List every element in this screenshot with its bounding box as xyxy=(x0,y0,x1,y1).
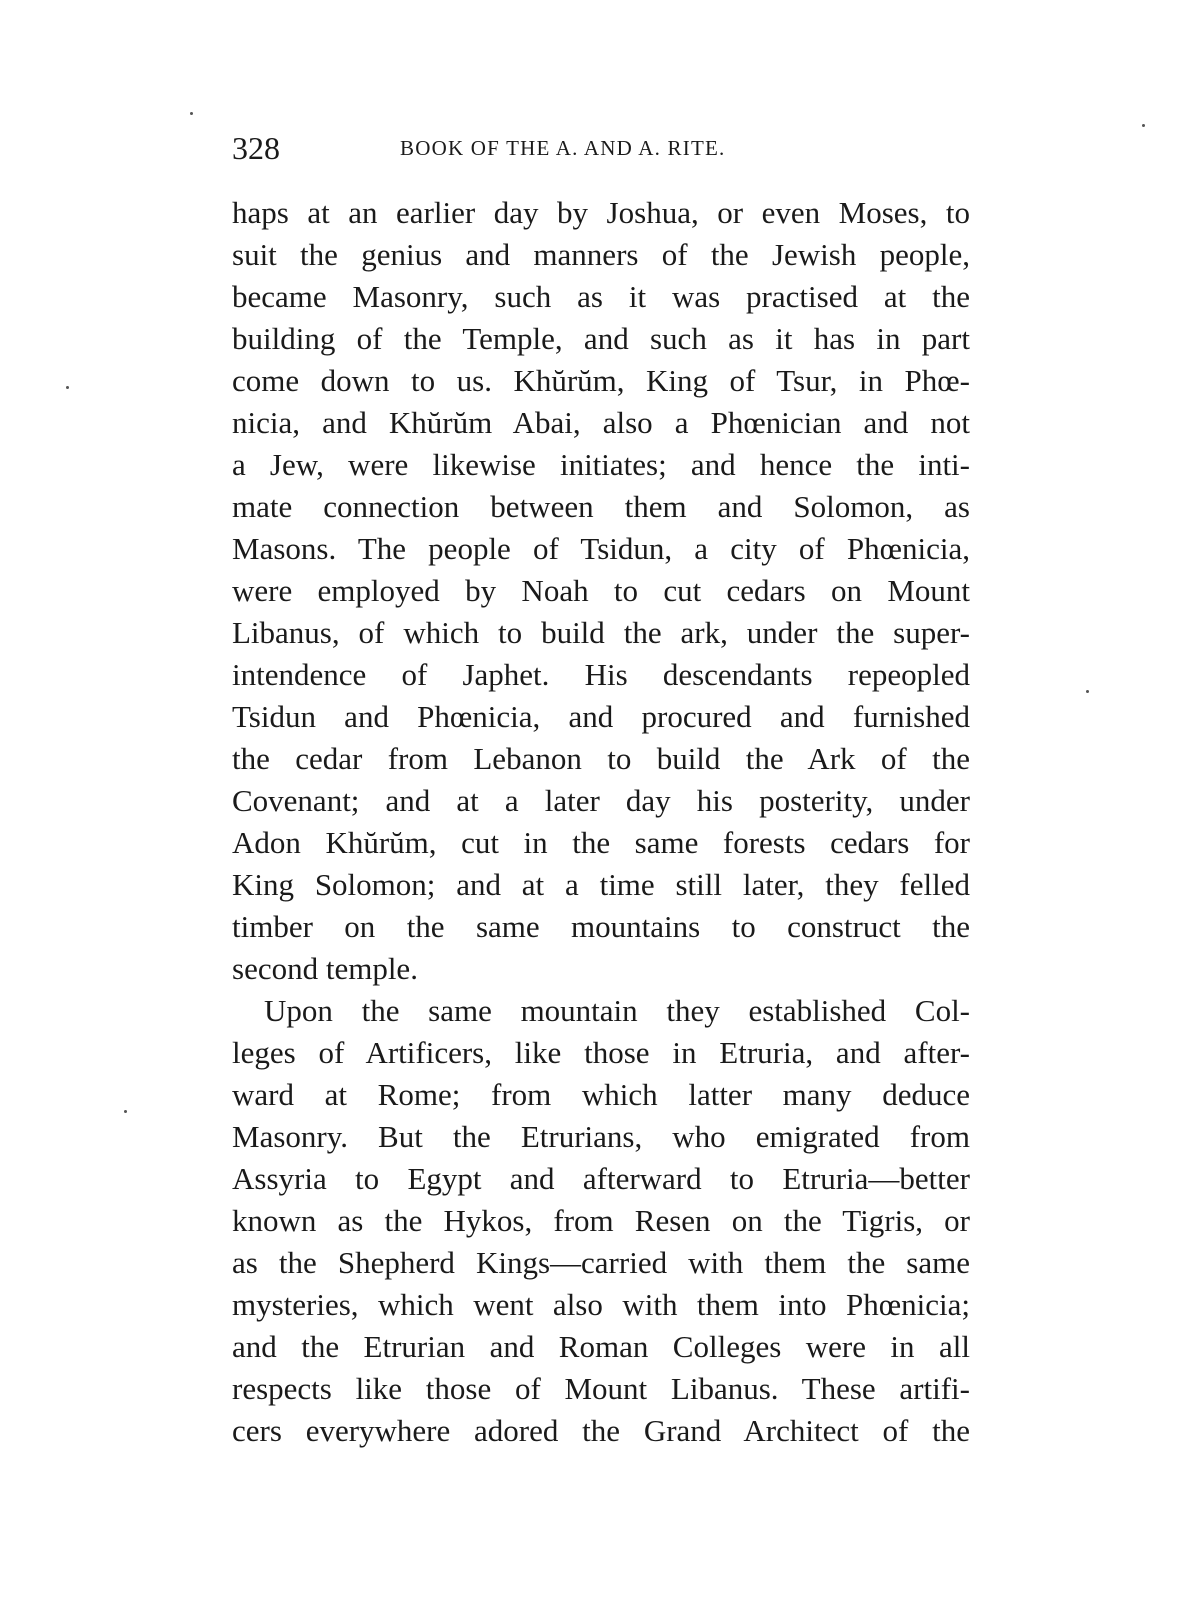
text-line: Covenant; and at a later day his posterity, under xyxy=(232,783,970,818)
text-line: cers everywhere adored the Grand Architect of the xyxy=(232,1413,970,1448)
text-line: suit the genius and manners of the Jewish people, xyxy=(232,237,970,272)
text-line: Libanus, of which to build the ark, under the super- xyxy=(232,615,970,650)
paragraph-1 xyxy=(232,192,970,990)
text-line: known as the Hykos, from Resen on the Tigris, or xyxy=(232,1203,970,1238)
body-text xyxy=(232,192,970,1452)
text-line: Masonry. But the Etrurians, who emigrated from xyxy=(232,1119,970,1154)
text-line: timber on the same mountains to construct the xyxy=(232,909,970,944)
text-line: haps at an earlier day by Joshua, or even Moses, to xyxy=(232,195,970,230)
text-line: Masons. The people of Tsidun, a city of Phœnicia, xyxy=(232,531,970,566)
scan-speck xyxy=(1086,690,1089,693)
text-line: second temple. xyxy=(232,951,418,986)
text-line: Tsidun and Phœnicia, and procured and furnished xyxy=(232,699,970,734)
text-line: nicia, and Khŭrŭm Abai, also a Phœnician and not xyxy=(232,405,970,440)
text-line: mate connection between them and Solomon, as xyxy=(232,489,970,524)
text-line: ward at Rome; from which latter many deduce xyxy=(232,1077,970,1112)
paragraph-2 xyxy=(232,990,970,1452)
text-line: King Solomon; and at a time still later, they felled xyxy=(232,867,970,902)
text-line: mysteries, which went also with them into Phœnicia; xyxy=(232,1287,970,1322)
text-line: leges of Artificers, like those in Etruria, and after- xyxy=(232,1035,970,1070)
text-line: Assyria to Egypt and afterward to Etruria—better xyxy=(232,1161,970,1196)
running-head: BOOK OF THE A. AND A. RITE. xyxy=(400,136,726,160)
text-line: became Masonry, such as it was practised at the xyxy=(232,279,970,314)
scan-speck xyxy=(66,386,69,389)
page-number: 328 xyxy=(232,130,280,166)
text-line: as the Shepherd Kings—carried with them the same xyxy=(232,1245,970,1280)
text-line: a Jew, were likewise initiates; and hence the inti- xyxy=(232,447,970,482)
scan-speck xyxy=(1142,124,1145,127)
text-line: and the Etrurian and Roman Colleges were in all xyxy=(232,1329,970,1364)
text-line: Upon the same mountain they established Col- xyxy=(264,993,970,1028)
text-line: were employed by Noah to cut cedars on Mount xyxy=(232,573,970,608)
text-line: intendence of Japhet. His descendants repeopled xyxy=(232,657,970,692)
text-line: the cedar from Lebanon to build the Ark of the xyxy=(232,741,970,776)
text-line: Adon Khŭrŭm, cut in the same forests cedars for xyxy=(232,825,970,860)
page-header xyxy=(232,128,970,168)
scan-speck xyxy=(190,112,193,115)
scan-speck xyxy=(124,1110,127,1113)
text-line: building of the Temple, and such as it has in part xyxy=(232,321,970,356)
text-line: respects like those of Mount Libanus. These artifi- xyxy=(232,1371,970,1406)
text-line: come down to us. Khŭrŭm, King of Tsur, in Phœ- xyxy=(232,363,970,398)
